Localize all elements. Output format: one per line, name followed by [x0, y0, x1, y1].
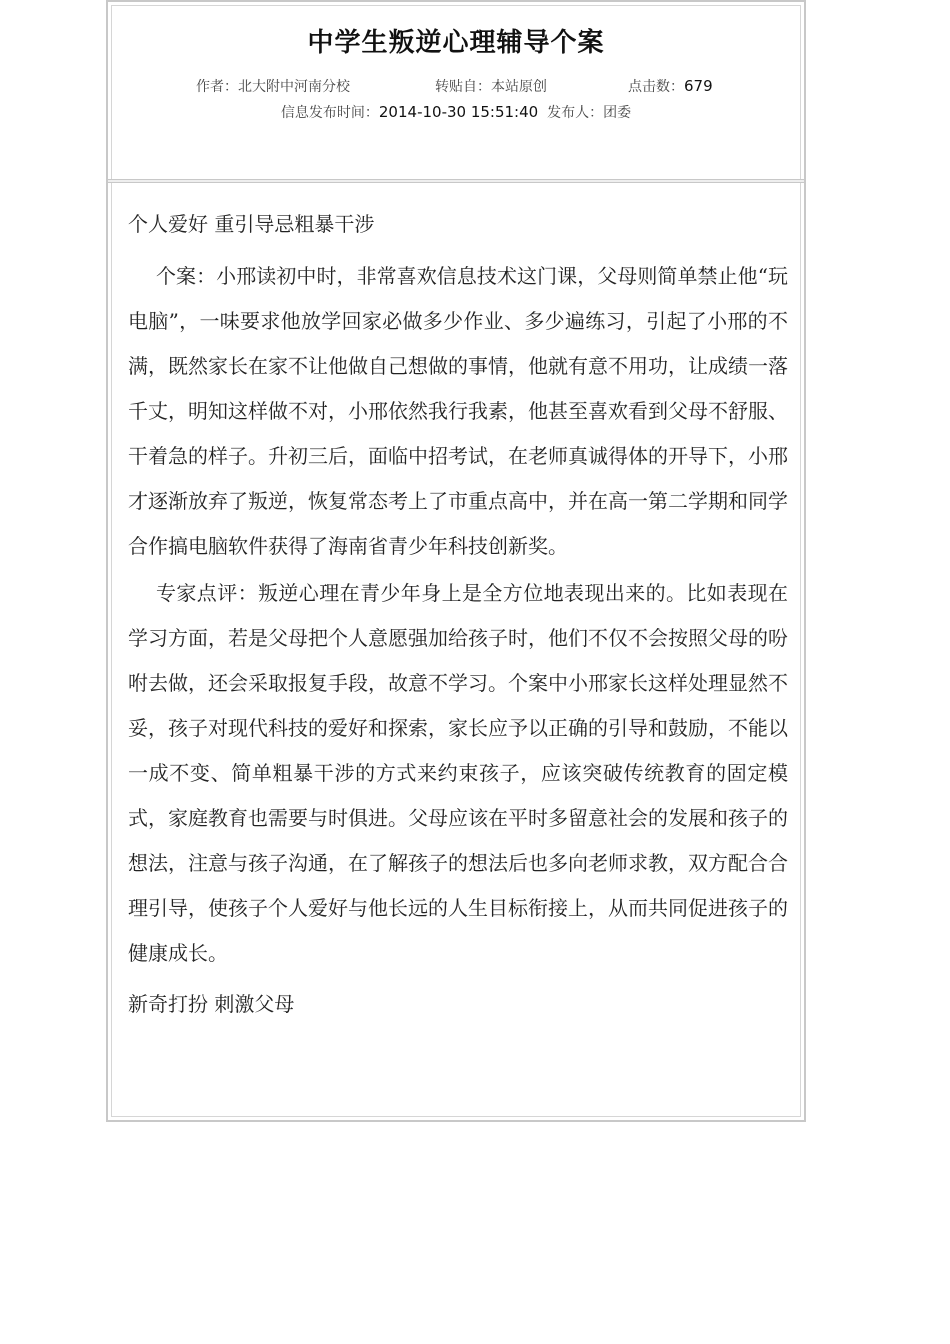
- meta-row-secondary: [108, 102, 804, 122]
- header-divider: [108, 179, 804, 183]
- author-meta: 作者：北大附中河南分校: [196, 79, 350, 95]
- article-title: 中学生叛逆心理辅导个案: [307, 28, 605, 58]
- clicks-count: 679: [684, 77, 713, 95]
- section-heading-hobby: 个人爱好 重引导忌粗暴干涉: [128, 212, 375, 236]
- clicks-label: 点击数：: [628, 79, 684, 95]
- publisher-meta: 发布人：团委: [547, 105, 632, 121]
- published-label: 信息发布时间：: [280, 105, 379, 121]
- article-body: [128, 202, 788, 1027]
- clicks-meta: [628, 76, 713, 96]
- article-frame: [106, 0, 806, 1122]
- case-paragraph: 个案：小邢读初中时，非常喜欢信息技术这门课，父母则简单禁止他“玩电脑”，一味要求他放学回家必做多少作业、多少遍练习，引起了小邢的不满，既然家长在家不让他做自己想做的事情，他就有意不用功，让成绩一落千丈，明知这样做不对，小邢依然我行我素，他甚至喜欢看到父母不舒服、干着急的样子。升初三后，面临中招考试，在老师真诚得体的开导下，小邢才逐渐放弃了叛逆，恢复常态考上了市重点高中，并在高一第二学期和同学合作搞电脑软件获得了海南省青少年科技创新奖。: [128, 264, 788, 558]
- expert-comment-paragraph: 专家点评：叛逆心理在青少年身上是全方位地表现出来的。比如表现在学习方面，若是父母把个人意愿强加给孩子时，他们不仅不会按照父母的吩咐去做，还会采取报复手段，故意不学习。个案中小邢家长这样处理显然不妥，孩子对现代科技的爱好和探索，家长应予以正确的引导和鼓励，不能以一成不变、简单粗暴干涉的方式来约束孩子，应该突破传统教育的固定模式，家庭教育也需要与时俱进。父母应该在平时多留意社会的发展和孩子的想法，注意与孩子沟通，在了解孩子的想法后也多向老师求教，双方配合合理引导，使孩子个人爱好与他长远的人生目标衔接上，从而共同促进孩子的健康成长。: [128, 581, 788, 965]
- section-heading-dress: 新奇打扮 刺激父母: [128, 992, 295, 1016]
- published-datetime: 2014-10-30 15:51:40: [378, 103, 539, 121]
- source-meta: 转贴自：本站原创: [435, 79, 547, 95]
- article-header: [108, 2, 804, 179]
